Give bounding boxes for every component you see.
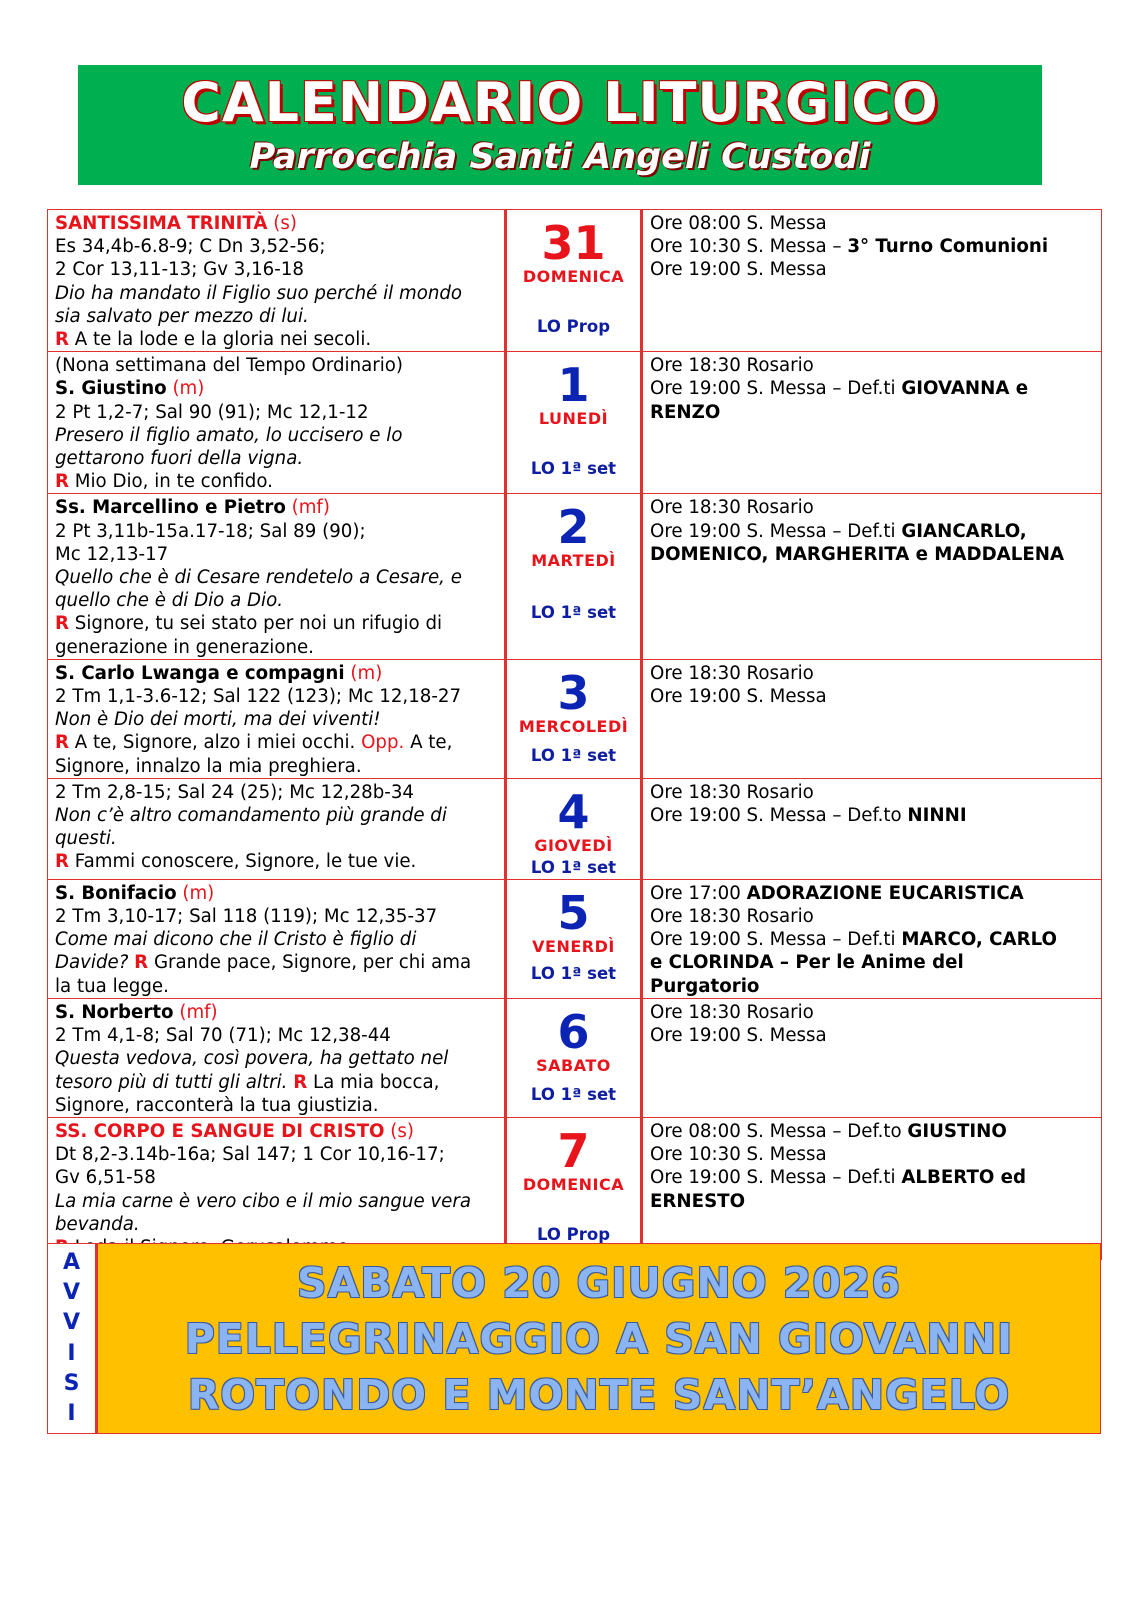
gospel-quote: quello che è di Dio a Dio. [55, 590, 283, 612]
avvisi-vertical-label [48, 1244, 98, 1433]
schedule-intention: ALBERTO ed [901, 1167, 1027, 1189]
gospel-quote: Come mai dicono che il Cristo è figlio di [55, 929, 417, 951]
mass-schedule [643, 779, 1101, 827]
day-name: GIOVEDÌ [534, 835, 613, 855]
reading-line [55, 804, 498, 827]
schedule-line [650, 1120, 1095, 1143]
reading-line [55, 662, 498, 685]
schedule-intention: e CLORINDA – Per le Anime del [650, 952, 964, 974]
day-row [48, 778, 1102, 879]
response-marker: R [55, 471, 70, 493]
readings [48, 494, 504, 658]
schedule-cell [642, 778, 1102, 879]
saint-name: S. Norberto [55, 1001, 174, 1023]
schedule-text: Ore 19:00 S. Messa – Def.ti [650, 378, 902, 400]
opp-marker: Opp. [361, 732, 405, 754]
schedule-line [650, 354, 1095, 377]
readings-cell [48, 210, 506, 352]
schedule-line [650, 882, 1095, 905]
reading-text: 2 Pt 3,11b-15a.17-18; Sal 89 (90); [55, 520, 366, 542]
gospel-quote: tesoro più di tutti gli altri. [55, 1071, 288, 1093]
day-number: 6 [557, 1004, 590, 1059]
readings-cell [48, 1117, 506, 1259]
schedule-text: Ore 08:00 S. Messa [650, 213, 827, 234]
schedule-intention: MARCO, CARLO [901, 929, 1057, 951]
schedule-line [650, 258, 1095, 281]
saint-rank: (m) [172, 378, 205, 400]
reading-text: Gv 6,51-58 [55, 1167, 156, 1189]
schedule-line [650, 212, 1095, 235]
reading-text: Es 34,4b-6.8-9; C Dn 3,52-56; [55, 236, 326, 258]
header-banner [78, 65, 1042, 185]
schedule-line [650, 975, 1095, 998]
reading-line [55, 882, 498, 905]
schedule-text: Ore 08:00 S. Messa – Def.to [650, 1120, 908, 1142]
reading-text: 2 Cor 13,11-13; Gv 3,16-18 [55, 259, 304, 281]
response-marker: R [55, 732, 70, 754]
liturgy-week: LO Prop [536, 317, 611, 336]
reading-text: Signore, innalzo la mia preghiera. [55, 755, 362, 777]
reading-line [55, 731, 498, 754]
response-text: Mio Dio, in te confido. [69, 471, 273, 493]
day-row [48, 494, 1102, 659]
schedule-text: Ore 10:30 S. Messa – [650, 236, 848, 258]
day-name: LUNEDÌ [538, 409, 609, 429]
readings [48, 352, 504, 493]
schedule-line [650, 951, 1095, 974]
saint-name: S. Giustino [55, 378, 167, 400]
reading-text: (Nona settimana del Tempo Ordinario) [55, 355, 404, 377]
saint-rank: (m) [350, 662, 383, 684]
saint-name: SS. CORPO E SANGUE DI CRISTO [55, 1120, 385, 1142]
schedule-text: Ore 19:00 S. Messa – Def.to [650, 805, 908, 827]
schedule-cell [642, 879, 1102, 998]
schedule-intention: ERNESTO [650, 1190, 746, 1212]
readings [48, 210, 504, 351]
reading-line [55, 424, 498, 447]
day-row [48, 1117, 1102, 1259]
schedule-cell [642, 210, 1102, 352]
schedule-text: Ore 18:30 Rosario [650, 1001, 814, 1023]
response-text: La mia bocca, [307, 1071, 440, 1093]
response-marker: R [55, 613, 70, 635]
readings [48, 1118, 504, 1259]
response-marker: R [55, 851, 70, 873]
gospel-quote: Dio ha mandato il Figlio suo perché il mondo [55, 282, 463, 304]
reading-line [55, 470, 498, 493]
reading-line [55, 1143, 498, 1166]
gospel-quote: sia salvato per mezzo di lui. [55, 305, 309, 327]
response-text: A te, [404, 732, 453, 754]
reading-text: Dt 8,2-3.14b-16a; Sal 147; 1 Cor 10,16-17; [55, 1144, 445, 1166]
reading-line [55, 905, 498, 928]
mass-schedule [643, 210, 1101, 282]
readings-cell [48, 659, 506, 778]
reading-line [55, 496, 498, 519]
day-name: VENERDÌ [532, 936, 615, 956]
schedule-line [650, 1166, 1095, 1189]
response-text: Fammi conoscere, Signore, le tue vie. [69, 851, 417, 873]
reading-text: la tua legge. [55, 975, 169, 997]
schedule-text: Ore 18:30 Rosario [650, 662, 814, 684]
saint-name: Ss. Marcellino e Pietro [55, 497, 286, 519]
reading-text: 2 Tm 3,10-17; Sal 118 (119); Mc 12,35-37 [55, 906, 438, 928]
day-name: MERCOLEDÌ [518, 716, 629, 736]
reading-line [55, 401, 498, 424]
reading-line [55, 447, 498, 470]
avvisi-letter: I [67, 1400, 76, 1426]
day-number: 4 [557, 784, 590, 839]
schedule-text: Ore 10:30 S. Messa [650, 1144, 827, 1166]
day-cell [506, 1117, 642, 1259]
schedule-text: Ore 18:30 Rosario [650, 781, 814, 803]
reading-line [55, 612, 498, 635]
reading-text: 2 Tm 2,8-15; Sal 24 (25); Mc 12,28b-34 [55, 781, 414, 803]
reading-line [55, 305, 498, 328]
reading-line [55, 685, 498, 708]
avvisi-letter: S [63, 1370, 80, 1396]
gospel-quote: questi. [55, 828, 117, 850]
reading-line [55, 951, 498, 974]
response-text: A te, Signore, alzo i miei occhi. [69, 732, 362, 754]
schedule-line [650, 928, 1095, 951]
reading-line [55, 1001, 498, 1024]
reading-line [55, 377, 498, 400]
day-row [48, 352, 1102, 494]
schedule-intention: RENZO [650, 401, 721, 423]
schedule-line [650, 804, 1095, 827]
readings-cell [48, 998, 506, 1117]
day-row [48, 659, 1102, 778]
schedule-cell [642, 659, 1102, 778]
schedule-intention: 3° Turno Comunioni [847, 236, 1049, 258]
mass-schedule [643, 494, 1101, 566]
day-cell [506, 778, 642, 879]
reading-line [55, 928, 498, 951]
schedule-intention: GIOVANNA e [901, 378, 1029, 400]
mass-schedule [643, 660, 1101, 708]
day-number: 1 [557, 358, 590, 413]
mass-schedule [643, 352, 1101, 424]
gospel-quote: Quello che è di Cesare rendetelo a Cesare, e [55, 567, 462, 589]
response-text: A te la lode e la gloria nei secoli. [69, 329, 372, 351]
schedule-cell [642, 1117, 1102, 1259]
schedule-text: Ore 18:30 Rosario [650, 906, 814, 928]
day-row [48, 879, 1102, 998]
schedule-text: Ore 19:00 S. Messa – Def.ti [650, 929, 902, 951]
gospel-quote: Davide? [55, 952, 129, 974]
day-number: 31 [541, 216, 606, 270]
avvisi-letter: V [62, 1280, 81, 1306]
schedule-line [650, 1001, 1095, 1024]
saint-name: S. Bonifacio [55, 882, 177, 904]
response-text: Signore, tu sei stato per noi un rifugio di [69, 613, 443, 635]
day-cell [506, 879, 642, 998]
gospel-quote: bevanda. [55, 1213, 140, 1235]
day-name: DOMENICA [522, 267, 625, 286]
notice-line: ROTONDO E MONTE SANT’ANGELO [187, 1370, 1011, 1419]
reading-text: Signore, racconterà la tua giustizia. [55, 1094, 379, 1116]
day-number: 2 [557, 500, 590, 555]
reading-line [55, 543, 498, 566]
saint-rank: (mf) [291, 497, 330, 519]
liturgy-week: LO 1ª set [530, 1084, 617, 1104]
reading-line [55, 781, 498, 804]
saint-rank: (m) [182, 882, 215, 904]
schedule-text: Ore 19:00 S. Messa [650, 259, 827, 281]
schedule-line [650, 235, 1095, 258]
reading-line [55, 1047, 498, 1070]
schedule-text: Ore 19:00 S. Messa [650, 686, 827, 708]
avvisi-letter: V [62, 1310, 81, 1336]
saint-rank: (s) [273, 213, 297, 234]
day-number: 5 [557, 885, 590, 940]
day-row [48, 998, 1102, 1117]
readings [48, 779, 504, 874]
notice-line: SABATO 20 GIUGNO 2026 [297, 1258, 901, 1307]
notice-line: PELLEGRINAGGIO A SAN GIOVANNI [184, 1314, 1014, 1363]
reading-line [55, 282, 498, 305]
schedule-text: Ore 18:30 Rosario [650, 355, 814, 377]
page-title: CALENDARIO LITURGICO [181, 71, 939, 134]
schedule-intention: DOMENICO, MARGHERITA e MADDALENA [650, 543, 1065, 565]
gospel-quote: Non c’è altro comandamento più grande di [55, 805, 447, 827]
schedule-text: Ore 17:00 [650, 882, 747, 904]
reading-text: 2 Tm 4,1-8; Sal 70 (71); Mc 12,38-44 [55, 1025, 391, 1047]
day-cell [506, 210, 642, 352]
day-number: 3 [557, 665, 590, 720]
reading-line [55, 827, 498, 850]
reading-line [55, 636, 498, 659]
schedule-line [650, 1143, 1095, 1166]
day-cell [506, 659, 642, 778]
mass-schedule [643, 880, 1101, 998]
schedule-line [650, 685, 1095, 708]
liturgy-week: LO 1ª set [530, 459, 617, 479]
schedule-text: Ore 19:00 S. Messa [650, 1025, 827, 1047]
reading-line [55, 755, 498, 778]
gospel-quote: Questa vedova, così povera, ha gettato nel [55, 1048, 449, 1070]
day-row [48, 210, 1102, 352]
schedule-cell [642, 352, 1102, 494]
reading-line [55, 975, 498, 998]
readings-cell [48, 494, 506, 659]
gospel-quote: Non è Dio dei morti, ma dei viventi! [55, 709, 381, 731]
readings-cell [48, 352, 506, 494]
day-name: DOMENICA [522, 1174, 625, 1194]
day-number: 7 [557, 1123, 590, 1178]
schedule-line [650, 1024, 1095, 1047]
schedule-line [650, 781, 1095, 804]
response-marker: R [293, 1071, 308, 1093]
reading-line [55, 566, 498, 589]
reading-text: 2 Tm 1,1-3.6-12; Sal 122 (123); Mc 12,18-27 [55, 686, 462, 708]
schedule-cell [642, 998, 1102, 1117]
mass-schedule [643, 1118, 1101, 1213]
liturgy-week: LO Prop [536, 1224, 611, 1244]
reading-line [55, 328, 498, 351]
schedule-text: Ore 19:00 S. Messa – Def.ti [650, 1167, 902, 1189]
response-marker: R [134, 952, 149, 974]
response-marker: R [55, 329, 70, 351]
schedule-text: Ore 18:30 Rosario [650, 497, 814, 519]
reading-line [55, 354, 498, 377]
day-name: SABATO [536, 1055, 611, 1075]
day-cell [506, 352, 642, 494]
gospel-quote: gettarono fuori della vigna. [55, 448, 304, 470]
reading-line [55, 850, 498, 873]
schedule-intention: Purgatorio [650, 975, 760, 997]
schedule-line [650, 401, 1095, 424]
schedule-line [650, 496, 1095, 519]
schedule-line [650, 377, 1095, 400]
reading-line [55, 1071, 498, 1094]
reading-line [55, 1094, 498, 1117]
schedule-intention: ADORAZIONE EUCARISTICA [746, 882, 1024, 904]
readings-cell [48, 778, 506, 879]
liturgy-week: LO 1ª set [530, 745, 617, 765]
readings [48, 660, 504, 778]
reading-line [55, 520, 498, 543]
day-cell [506, 998, 642, 1117]
schedule-line [650, 520, 1095, 543]
schedule-intention: GIANCARLO, [901, 520, 1027, 542]
calendar-table [47, 209, 1102, 1260]
reading-line [55, 235, 498, 258]
schedule-text: Ore 19:00 S. Messa – Def.ti [650, 520, 902, 542]
schedule-line [650, 662, 1095, 685]
reading-line [55, 1213, 498, 1236]
reading-line [55, 1120, 498, 1143]
readings-cell [48, 879, 506, 998]
saint-rank: (mf) [179, 1001, 218, 1023]
liturgy-week: LO 1ª set [530, 857, 617, 877]
page-subtitle: Parrocchia Santi Angeli Custodi [249, 137, 871, 177]
schedule-line [650, 905, 1095, 928]
reading-line [55, 212, 498, 235]
readings [48, 999, 504, 1117]
schedule-intention: NINNI [907, 805, 967, 827]
mass-schedule [643, 999, 1101, 1047]
reading-line [55, 1166, 498, 1189]
response-text: Grande pace, Signore, per chi ama [148, 952, 472, 974]
readings [48, 880, 504, 998]
reading-text: generazione in generazione. [55, 636, 314, 658]
day-name: MARTEDÌ [531, 551, 616, 571]
schedule-line [650, 1190, 1095, 1213]
liturgy-week: LO 1ª set [530, 603, 617, 623]
gospel-quote: Presero il figlio amato, lo uccisero e lo [55, 424, 403, 446]
schedule-cell [642, 494, 1102, 659]
avvisi-letter: A [62, 1250, 81, 1276]
gospel-quote: La mia carne è vero cibo e il mio sangue vera [55, 1190, 471, 1212]
reading-line [55, 1190, 498, 1213]
reading-text: Mc 12,13-17 [55, 543, 169, 565]
avvisi-letter: I [67, 1340, 76, 1366]
schedule-line [650, 543, 1095, 566]
reading-line [55, 1024, 498, 1047]
reading-line [55, 589, 498, 612]
notice-text [98, 1244, 1100, 1433]
schedule-intention: GIUSTINO [907, 1120, 1007, 1142]
liturgy-week: LO 1ª set [530, 963, 617, 983]
notice-box [47, 1243, 1101, 1434]
saint-name: SANTISSIMA TRINITÀ [55, 213, 268, 234]
saint-rank: (s) [390, 1120, 414, 1142]
reading-line [55, 708, 498, 731]
reading-text: 2 Pt 1,2-7; Sal 90 (91); Mc 12,1-12 [55, 401, 369, 423]
day-cell [506, 494, 642, 659]
reading-line [55, 258, 498, 281]
saint-name: S. Carlo Lwanga e compagni [55, 662, 345, 684]
